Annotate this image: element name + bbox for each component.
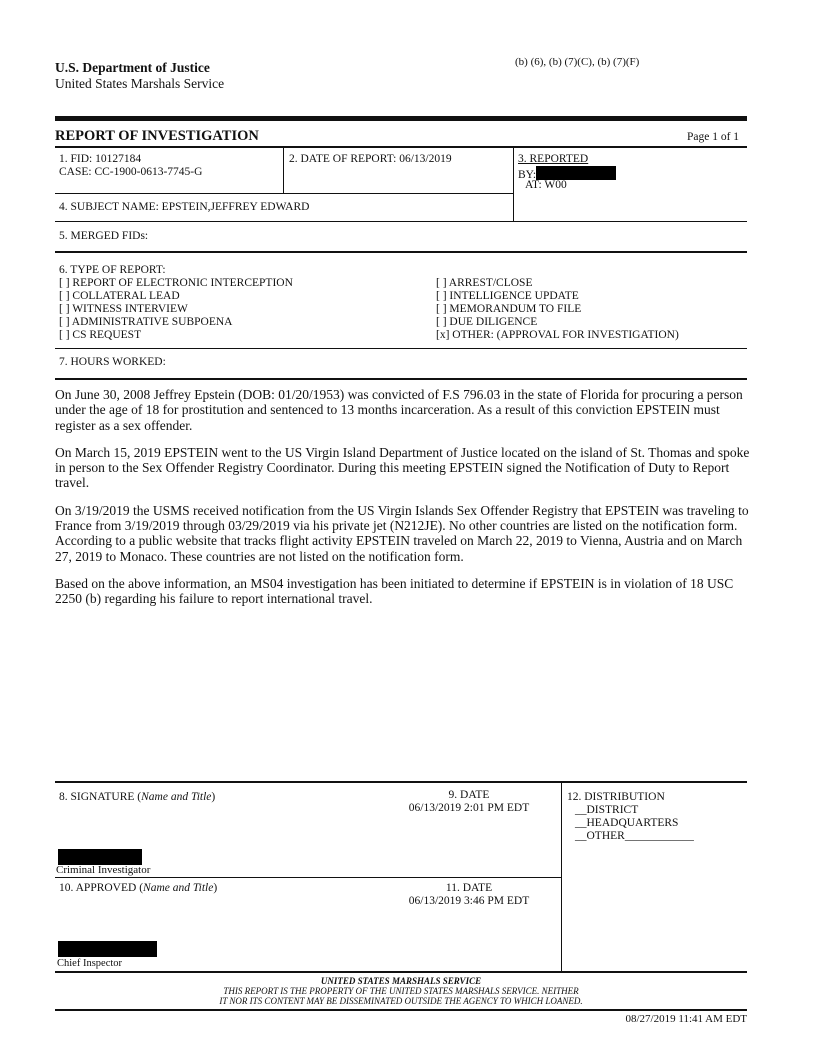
type-option: [ ] COLLATERAL LEAD bbox=[59, 290, 180, 302]
case-number: CASE: CC-1900-0613-7745-G bbox=[59, 166, 203, 178]
narrative-paragraph: Based on the above information, an MS04 investigation has been initiated to determine if EPSTEIN is in violation of 18 USC 2250 (b) regarding his failure to report international travel. bbox=[55, 575, 734, 607]
type-option: [ ] CS REQUEST bbox=[59, 329, 142, 341]
redaction-box bbox=[58, 941, 157, 957]
footer-line: IT NOR ITS CONTENT MAY BE DISSEMINATED OUTSIDE THE AGENCY TO WHICH LOANED. bbox=[219, 996, 583, 1006]
footer-rule bbox=[55, 1009, 747, 1011]
distribution-item: __OTHER____________ bbox=[575, 830, 694, 842]
footer-agency: UNITED STATES MARSHALS SERVICE bbox=[320, 976, 482, 986]
type-of-report bbox=[59, 264, 293, 342]
merged-fids: 5. MERGED FIDs: bbox=[59, 230, 149, 242]
distribution bbox=[567, 791, 694, 843]
agency-header bbox=[55, 60, 224, 92]
type-option: [ ] REPORT OF ELECTRONIC INTERCEPTION bbox=[59, 277, 293, 289]
redaction-box bbox=[536, 166, 616, 180]
reported-by-label: BY: bbox=[518, 169, 537, 181]
row-rule bbox=[55, 348, 747, 349]
type-option: [ ] ADMINISTRATIVE SUBPOENA bbox=[59, 316, 233, 328]
page-number: Page 1 of 1 bbox=[687, 131, 740, 143]
date-label: 9. DATE bbox=[448, 789, 490, 801]
divider bbox=[283, 147, 284, 193]
footer-line: THIS REPORT IS THE PROPERTY OF THE UNITED STATES MARSHALS SERVICE. NEITHER bbox=[223, 986, 579, 996]
footer-notice bbox=[55, 976, 747, 1006]
date-of-report: 2. DATE OF REPORT: 06/13/2019 bbox=[289, 153, 452, 165]
signature-date bbox=[380, 789, 558, 815]
row-rule bbox=[55, 251, 747, 253]
narrative bbox=[55, 387, 750, 619]
signer-title: Criminal Investigator bbox=[56, 864, 151, 876]
fid: 1. FID: 10127184 bbox=[59, 153, 142, 165]
service-name: United States Marshals Service bbox=[55, 76, 225, 91]
row-rule bbox=[55, 378, 747, 380]
type-of-report-right bbox=[436, 277, 679, 342]
narrative-paragraph: On 3/19/2019 the USMS received notification from the US Virgin Islands Sex Offender Registry that EPSTEIN was traveling to France from 3/19/2019 through 03/29/2019 via his private jet (N212JE). No other countries are listed on the notification form. According to a public website that tracks flight activity EPSTEIN traveled on March 22, 2019 to Vienna, Austria and on March 27, 2019 to Monaco. These countries are not listed on the notification form. bbox=[55, 502, 749, 564]
signature-label: 8. SIGNATURE (Name and Title) bbox=[59, 791, 216, 803]
signature-rule bbox=[55, 781, 747, 783]
date-value: 06/13/2019 3:46 PM EDT bbox=[408, 895, 530, 907]
row-rule bbox=[55, 193, 513, 194]
type-option: [ ] DUE DILIGENCE bbox=[436, 316, 538, 328]
type-option: [ ] ARREST/CLOSE bbox=[436, 277, 533, 289]
type-option: [ ] INTELLIGENCE UPDATE bbox=[436, 290, 579, 302]
approver-title: Chief Inspector bbox=[57, 958, 123, 969]
row-rule bbox=[55, 221, 747, 222]
row-rule bbox=[55, 877, 562, 878]
divider bbox=[513, 147, 514, 222]
exemption-codes: (b) (6), (b) (7)(C), (b) (7)(F) bbox=[515, 56, 640, 68]
redaction-box bbox=[58, 849, 142, 865]
department-name: U.S. Department of Justice bbox=[55, 60, 210, 75]
hours-worked: 7. HOURS WORKED: bbox=[59, 356, 166, 368]
report-title: REPORT OF INVESTIGATION bbox=[55, 128, 259, 144]
approved-date bbox=[380, 882, 558, 908]
reported-label: 3. REPORTED bbox=[518, 153, 589, 165]
narrative-paragraph: On March 15, 2019 EPSTEIN went to the US Virgin Island Department of Justice located on the island of St. Thomas and spoke in person to the Sex Offender Registry Coordinator. During this meeting EPSTEIN signed the Notification of Duty to Report travel. bbox=[55, 444, 750, 491]
date-label: 11. DATE bbox=[445, 882, 493, 894]
subject-name: 4. SUBJECT NAME: EPSTEIN,JEFFREY EDWARD bbox=[59, 201, 310, 213]
distribution-item: __DISTRICT bbox=[575, 804, 639, 816]
narrative-paragraph: On June 30, 2008 Jeffrey Epstein (DOB: 01/20/1953) was convicted of F.S 796.03 in the state of Florida for procuring a person under the age of 18 for prostitution and sentenced to 13 months incarceration. As a result of this conviction EPSTEIN must register as a sex offender. bbox=[55, 387, 743, 433]
print-timestamp: 08/27/2019 11:41 AM EDT bbox=[625, 1013, 747, 1025]
reported-at: AT: W00 bbox=[525, 179, 567, 191]
type-label: 6. TYPE OF REPORT: bbox=[59, 264, 166, 276]
distribution-label: 12. DISTRIBUTION bbox=[567, 791, 665, 803]
footer-rule bbox=[55, 971, 747, 973]
type-option: [ ] WITNESS INTERVIEW bbox=[59, 303, 188, 315]
fid-cell bbox=[59, 153, 202, 179]
type-option: [ ] MEMORANDUM TO FILE bbox=[436, 303, 582, 315]
type-option: [x] OTHER: (APPROVAL FOR INVESTIGATION) bbox=[436, 329, 679, 341]
date-value: 06/13/2019 2:01 PM EDT bbox=[408, 802, 530, 814]
top-rule bbox=[55, 116, 747, 121]
approved-label: 10. APPROVED (Name and Title) bbox=[59, 882, 218, 894]
distribution-item: __HEADQUARTERS bbox=[575, 817, 679, 829]
title-rule bbox=[55, 146, 747, 148]
